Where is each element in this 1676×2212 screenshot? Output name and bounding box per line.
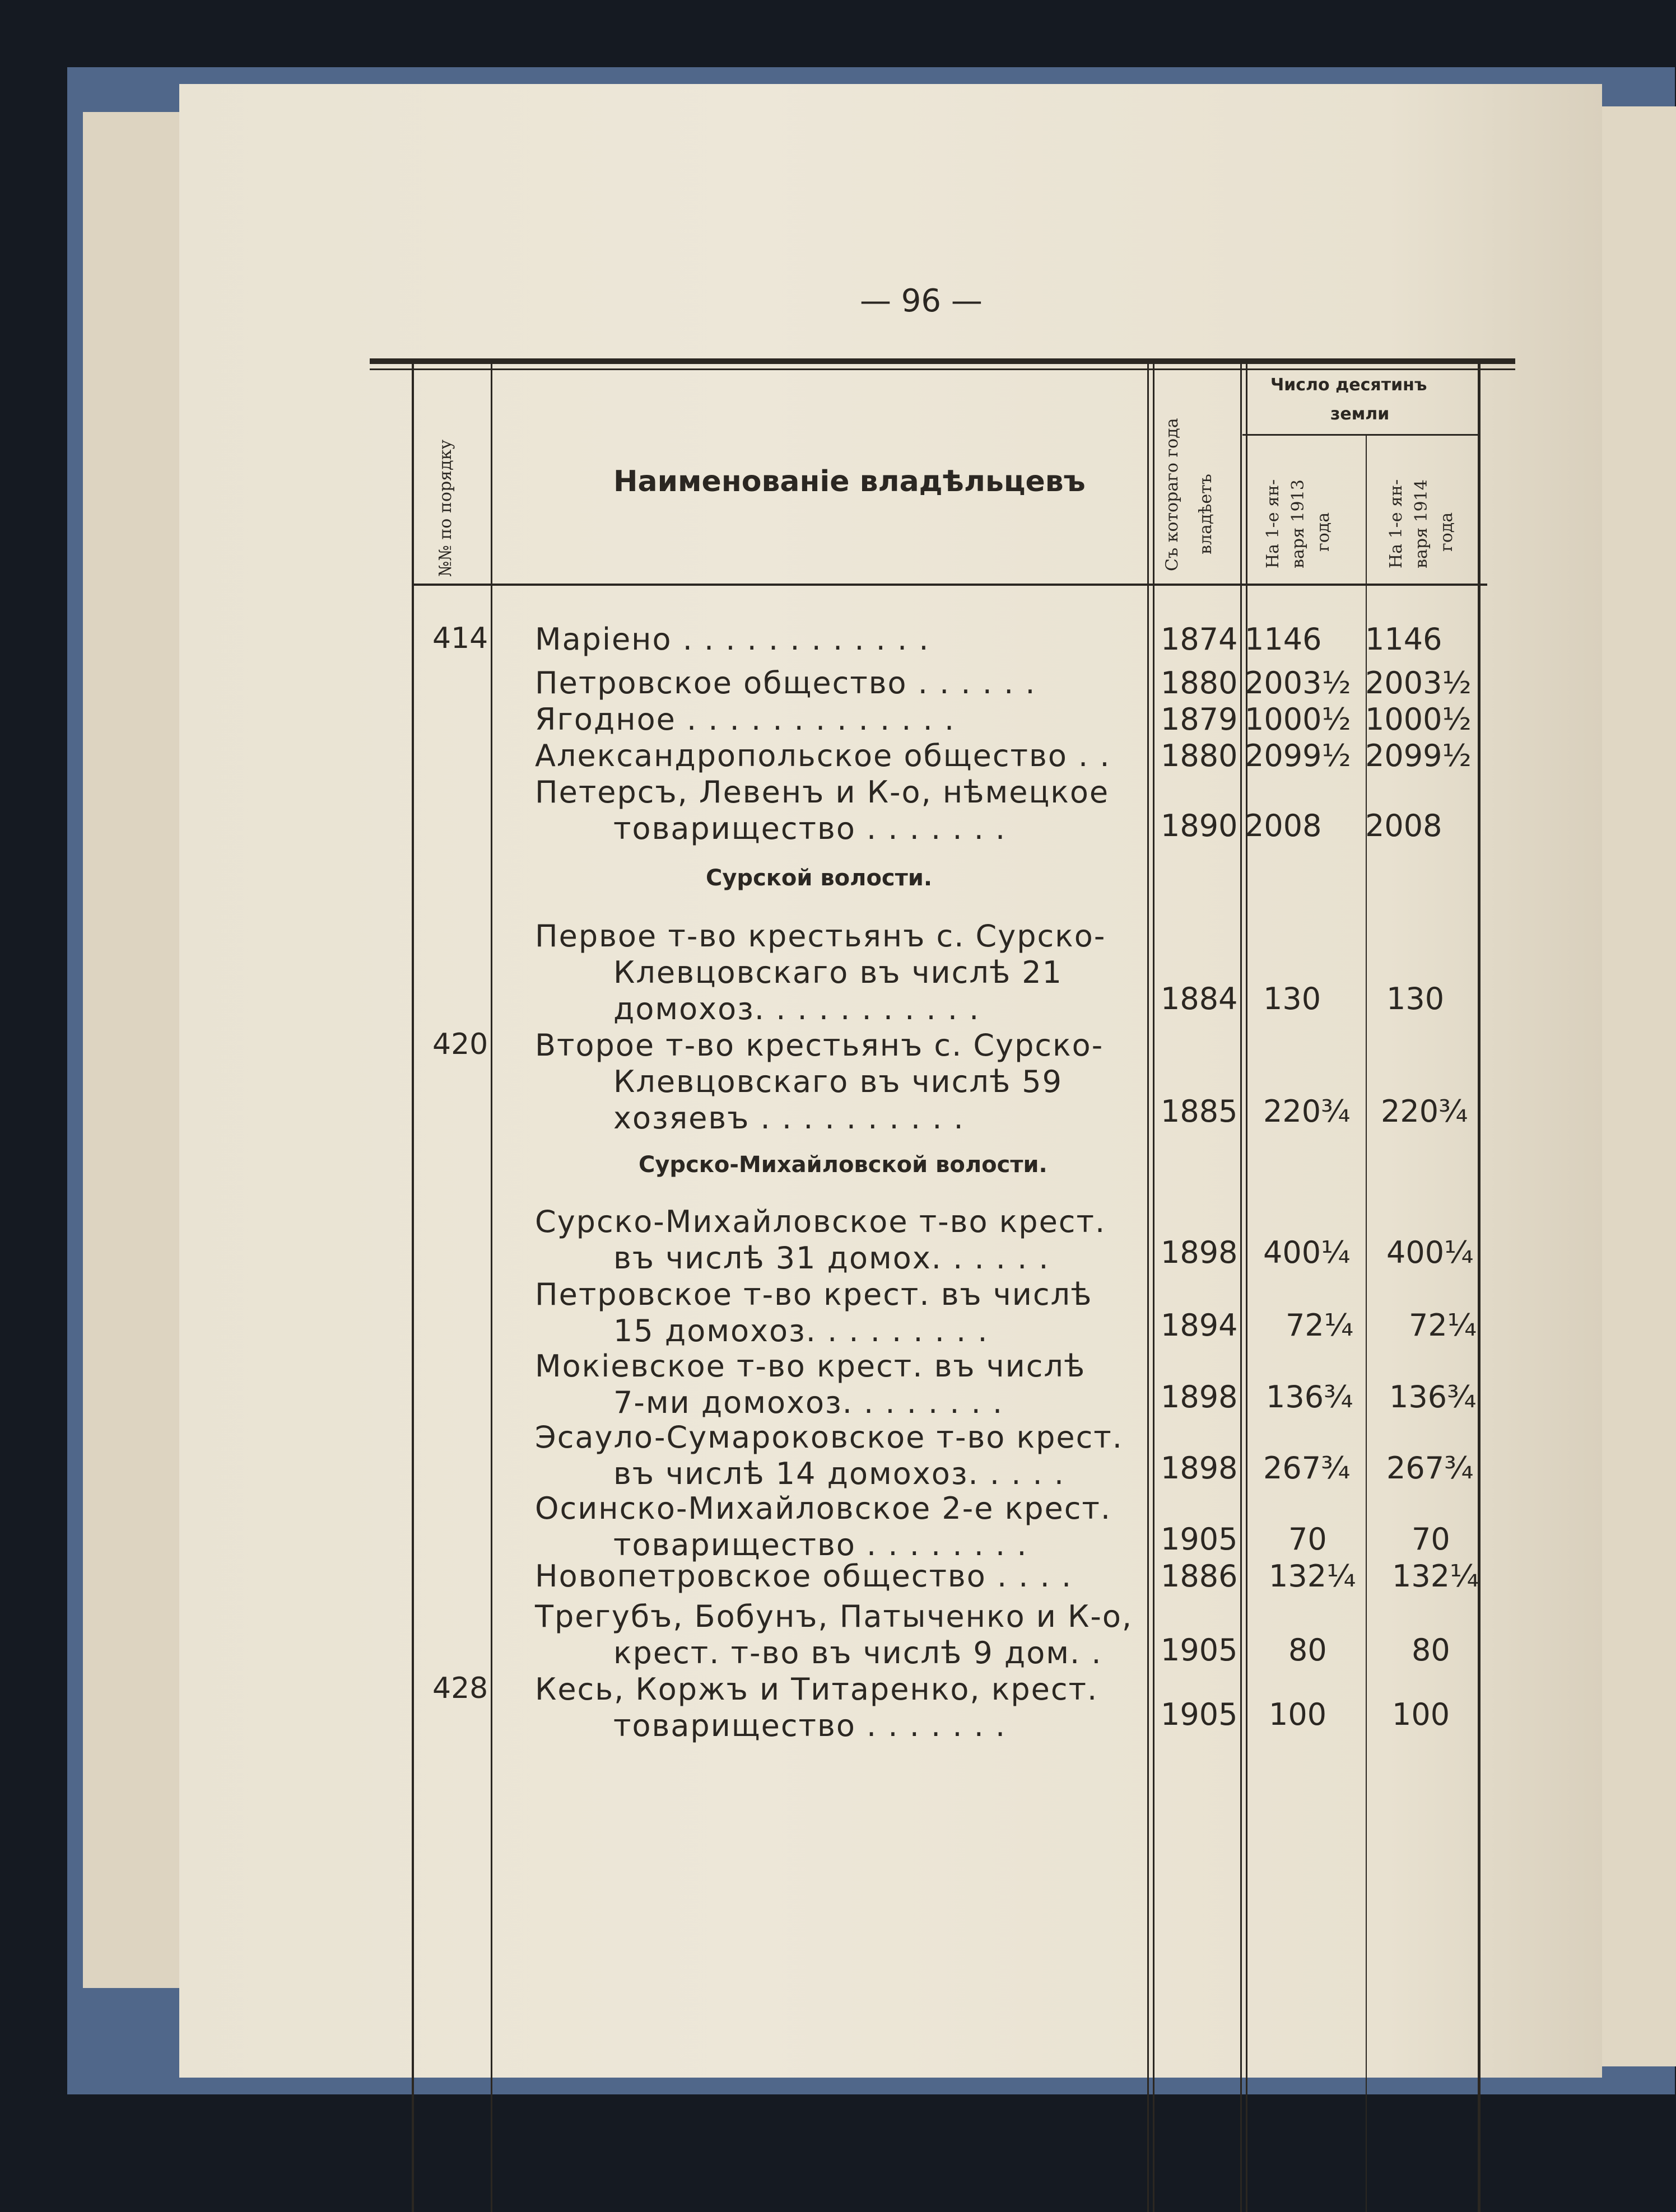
owner-name-cont: Клевцовскаго въ числѣ 59 [613,1064,1063,1099]
header-bottom-rule [412,584,1487,586]
header-1914-line3: года [1437,512,1456,552]
page-number: — 96 — [860,283,983,319]
number-col-rule [491,364,492,2212]
owner-name: Петерсъ, Левенъ и К-о, нѣмецкое [535,774,1110,810]
land-1913: 400¼ [1263,1235,1351,1270]
land-1913: 1000½ [1245,702,1351,737]
since-year: 1885 [1161,1094,1238,1129]
since-year: 1898 [1161,1450,1238,1486]
land-1913: 70 [1288,1522,1327,1557]
land-1914: 72¼ [1409,1308,1477,1343]
header-1914-line1: На 1-е ян- [1386,479,1406,568]
since-year: 1886 [1161,1558,1238,1594]
land-1914: 267¾ [1386,1450,1474,1486]
name-col-rule [1147,364,1149,2212]
owner-name-cont: въ числѣ 31 домох. . . . . . [613,1240,1050,1276]
land-1914: 2008 [1365,808,1442,843]
owner-name-cont: 15 домохоз. . . . . . . . . [613,1313,989,1348]
land-1913: 1146 [1245,622,1322,657]
table-top-rule [370,358,1515,364]
land-1914: 220¾ [1381,1094,1468,1129]
land-1914: 100 [1392,1697,1450,1732]
since-year: 1905 [1161,1632,1238,1668]
header-year-line1: Съ котораго года [1162,418,1182,571]
owner-name: Ягодное . . . . . . . . . . . . . [535,702,956,737]
owner-name: Второе т-во крестьянъ с. Сурско- [535,1028,1104,1063]
owner-name: Трегубъ, Бобунъ, Патыченко и К-о, [535,1599,1133,1634]
owner-name: Мокіевское т-во крест. въ числѣ [535,1348,1086,1384]
owner-name: Сурско-Михайловское т-во крест. [535,1204,1106,1239]
table-top-rule-thin [370,368,1515,370]
owner-name-cont: товарищество . . . . . . . [613,1708,1007,1743]
name-col-rule-2 [1153,364,1154,2212]
land-1914: 132¼ [1392,1558,1479,1594]
owner-name: Александропольское общество . . [535,738,1111,773]
owner-name: Первое т-во крестьянъ с. Сурско- [535,918,1106,954]
land-1914: 80 [1412,1632,1450,1668]
land-1913: 220¾ [1263,1094,1351,1129]
owner-name: Эсаулo-Сумароковское т-во крест. [535,1420,1123,1455]
since-year: 1879 [1161,702,1238,737]
owner-name: Новопетровское общество . . . . [535,1558,1073,1594]
owner-name-cont: крест. т-во въ числѣ 9 дом. . [613,1635,1102,1670]
owner-name-cont: хозяевъ . . . . . . . . . . [613,1100,965,1136]
since-year: 1880 [1161,738,1238,773]
since-year: 1898 [1161,1235,1238,1270]
since-year: 1880 [1161,665,1238,701]
header-owner-name: Наименованіе владѣльцевъ [613,465,1086,498]
header-land-line2: земли [1330,404,1390,424]
owner-name-cont: домохоз. . . . . . . . . . . [613,991,980,1026]
land-1913: 80 [1288,1632,1327,1668]
land-1913: 100 [1269,1697,1327,1732]
owner-name: Маріено . . . . . . . . . . . . [535,622,930,657]
since-year: 1874 [1161,622,1238,657]
land-1913: 2003½ [1245,665,1351,701]
land-1914: 1000½ [1365,702,1472,737]
land-1914: 130 [1386,981,1445,1016]
row-number: 428 [432,1672,488,1705]
land-1914: 400¼ [1386,1235,1474,1270]
owner-name-cont: 7-ми домохоз. . . . . . . . [613,1385,1004,1420]
owner-name-cont: Клевцовскаго въ числѣ 21 [613,955,1063,990]
land-1913: 72¼ [1286,1308,1354,1343]
section-heading: Сурско-Михайловской волости. [639,1152,1048,1178]
land-1914: 2003½ [1365,665,1472,701]
owner-name-cont: въ числѣ 14 домохоз. . . . . [613,1456,1065,1491]
since-year: 1898 [1161,1379,1238,1415]
land-1914: 2099½ [1365,738,1472,773]
owner-name: Петровское общество . . . . . . [535,665,1036,701]
header-land-line1: Число десятинъ [1270,375,1427,395]
since-year: 1894 [1161,1308,1238,1343]
land-1913: 130 [1263,981,1321,1016]
land-1913: 267¾ [1263,1450,1351,1486]
header-number: №№ по порядку [436,440,455,577]
section-heading: Сурской волости. [706,865,933,891]
land-1914: 136¾ [1389,1379,1477,1415]
land-1913: 132¼ [1269,1558,1356,1594]
header-1913-line1: На 1-е ян- [1263,479,1283,568]
land-1913: 2099½ [1245,738,1351,773]
owner-name-cont: товарищество . . . . . . . [613,811,1007,846]
d1913-col-rule [1366,434,1367,2212]
since-year: 1890 [1161,808,1238,843]
since-year: 1884 [1161,981,1238,1016]
row-number: 414 [432,622,488,655]
header-1914-line2: варя 1914 [1412,479,1431,568]
land-1913: 136¾ [1266,1379,1353,1415]
since-year: 1905 [1161,1522,1238,1557]
owner-name: Осинско-Михайловское 2-е крест. [535,1491,1112,1526]
row-number: 420 [432,1028,488,1061]
year-col-rule [1240,364,1242,2212]
owner-name: Петровское т-во крест. въ числѣ [535,1277,1093,1312]
header-year-line2: владѣетъ [1196,474,1216,554]
land-1913: 2008 [1245,808,1322,843]
land-header-rule [1242,434,1479,436]
table-left-rule [412,364,414,2212]
table-right-rule [1478,364,1481,2212]
header-1913-line3: года [1314,512,1333,552]
header-1913-line2: варя 1913 [1288,479,1308,568]
owner-name-cont: товарищество . . . . . . . . [613,1527,1028,1562]
since-year: 1905 [1161,1697,1238,1732]
owner-name: Кесь, Коржъ и Титаренко, крест. [535,1672,1098,1707]
land-1914: 70 [1412,1522,1450,1557]
land-1914: 1146 [1365,622,1442,657]
